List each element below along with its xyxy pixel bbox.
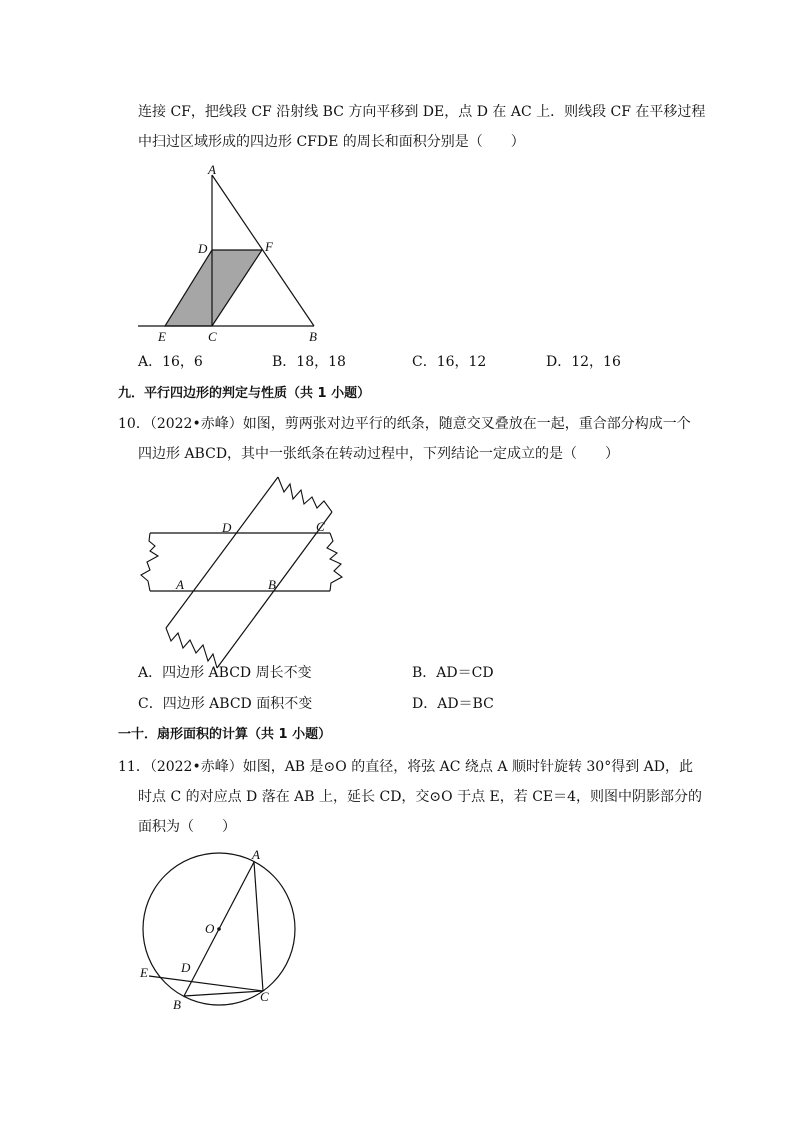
label-D: D [181,960,191,975]
q11-text-line3: 面积为（ ） [138,819,236,835]
shaded-parallelogram [165,250,262,326]
q9-option-c: C．16，12 [412,354,487,370]
q10-figure [135,470,350,655]
q11-figure [130,840,305,1020]
label-B: B [268,577,276,592]
q9-option-b: B．18，18 [272,354,346,370]
label-F: F [265,239,273,254]
q10-option-b: B．AD＝CD [412,665,494,681]
q11-text-line1: 11．（2022•赤峰）如图，AB 是⊙O 的直径，将弦 AC 绕点 A 顺时针旋转 30°得到 AD，此 [118,759,693,775]
label-C: C [260,989,269,1004]
q10-option-a: A．四边形 ABCD 周长不变 [138,665,312,681]
q9-figure [130,160,330,350]
q10-option-c: C．四边形 ABCD 面积不变 [138,696,313,712]
label-D: D [198,241,208,256]
label-A: A [176,577,184,592]
label-C: C [208,329,217,344]
label-C: C [316,519,325,534]
q9-text-line1: 连接 CF，把线段 CF 沿射线 BC 方向平移到 DE，点 D 在 AC 上．则线段 CF 在平移过程 [138,104,706,120]
label-B: B [173,997,181,1012]
q11-text-line2: 时点 C 的对应点 D 落在 AB 上，延长 CD，交⊙O 于点 E，若 CE＝4，则图中阴影部分的 [138,789,703,805]
label-O: O [205,921,215,936]
label-E: E [158,329,166,344]
label-A: A [208,162,216,177]
q9-text-line2: 中扫过区域形成的四边形 CFDE 的周长和面积分别是（ ） [138,134,525,150]
label-B: B [309,329,317,344]
q10-text-line1: 10．（2022•赤峰）如图，剪两张对边平行的纸条，随意交叉叠放在一起，重合部分构成一个 [118,416,691,432]
section-heading-9: 九．平行四边形的判定与性质（共 1 小题） [118,386,371,401]
label-E: E [140,965,148,980]
center-point [217,927,221,931]
q10-option-d: D．AD＝BC [412,696,494,712]
label-A: A [252,847,260,862]
label-D: D [222,520,232,535]
q9-option-d: D．12，16 [546,354,621,370]
q10-text-line2: 四边形 ABCD，其中一张纸条在转动过程中，下列结论一定成立的是（ ） [138,446,620,462]
q9-option-a: A．16，6 [138,354,203,370]
section-heading-10: 一十．扇形面积的计算（共 1 小题） [118,727,332,742]
